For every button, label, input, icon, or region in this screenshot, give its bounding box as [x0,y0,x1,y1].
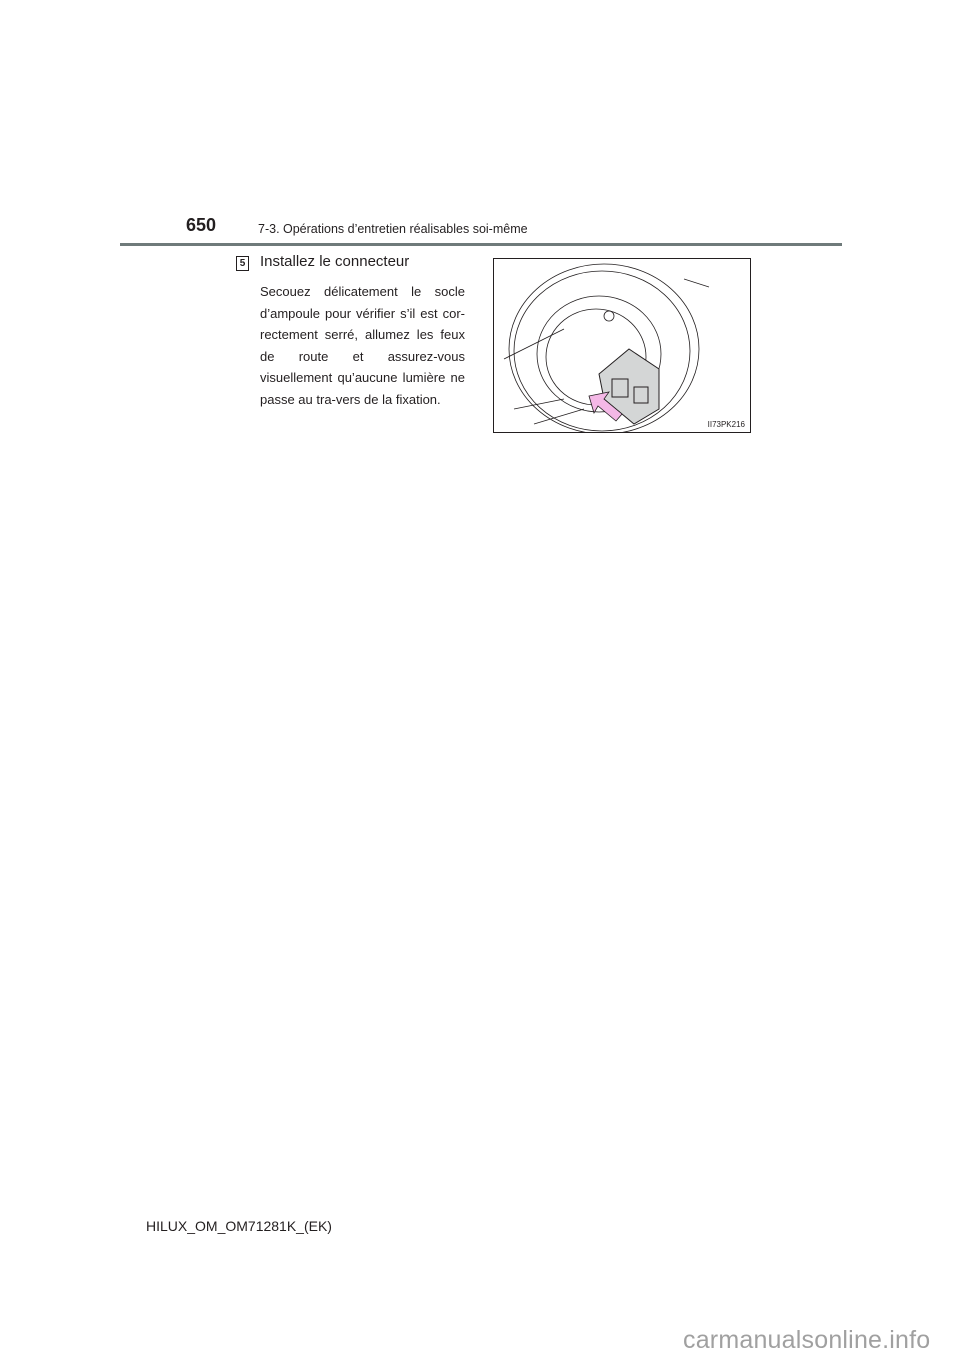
step-instructions: Secouez délicatement le socle d’ampoule pour vérifier s’il est cor-rectement serré, allumez les feux de route et assurez-vous visuellement qu’aucune lumière ne passe au tra-vers de la fixation. [260,284,465,407]
page-number: 650 [186,215,217,235]
headlamp-connector-drawing [494,259,750,432]
document-id: HILUX_OM_OM71281K_(EK) [146,1218,332,1234]
connector-illustration [493,258,751,433]
figure-code: II73PK216 [707,420,745,429]
step-title: Installez le connecteur [260,253,410,270]
watermark-link[interactable]: carmanualsonline.info [683,1326,931,1354]
section-title: 7-3. Opérations d’entretien réalisables soi-même [258,222,528,236]
step-number-badge: 5 [236,256,249,271]
header-divider [120,243,842,246]
